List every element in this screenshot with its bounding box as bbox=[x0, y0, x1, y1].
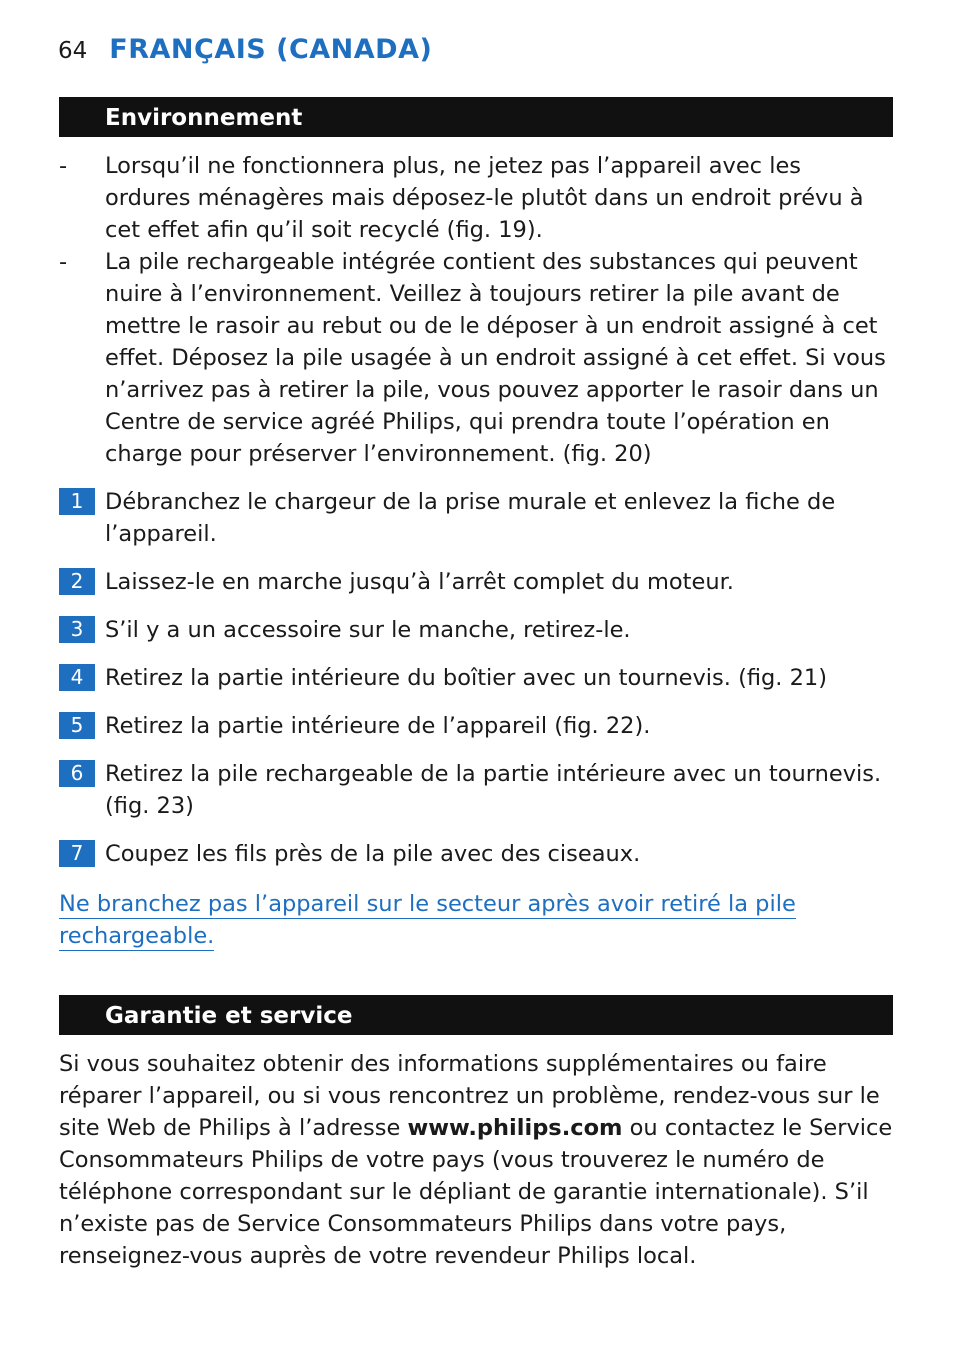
environment-bullet-list bbox=[59, 150, 889, 470]
warning-text: Ne branchez pas l’appareil sur le secteur après avoir retiré la pile rechargeable. bbox=[59, 891, 796, 949]
philips-website-link[interactable]: www.philips.com bbox=[407, 1115, 623, 1141]
section-heading-environment: Environnement bbox=[59, 97, 893, 137]
warranty-paragraph bbox=[59, 1048, 899, 1272]
step-item bbox=[59, 566, 889, 598]
bullet-dash: - bbox=[59, 153, 68, 179]
step-number-badge: 2 bbox=[59, 568, 95, 595]
page-header bbox=[58, 34, 432, 74]
section-heading-warranty: Garantie et service bbox=[59, 995, 893, 1035]
step-item bbox=[59, 838, 889, 870]
step-item bbox=[59, 662, 889, 694]
disposal-steps bbox=[59, 486, 889, 886]
step-number-badge: 5 bbox=[59, 712, 95, 739]
step-item bbox=[59, 486, 889, 550]
warranty-text-before: Si vous souhaitez obtenir des informations supplémentaires ou faire réparer l’appareil, ou si vous rencontrez un problème, rendez-vous sur le site Web de Philips à l’adresse bbox=[59, 1051, 880, 1141]
step-number-badge: 1 bbox=[59, 488, 95, 515]
step-text: Retirez la partie intérieure de l’appareil (fig. 22). bbox=[105, 713, 651, 739]
step-text: Coupez les fils près de la pile avec des ciseaux. bbox=[105, 841, 641, 867]
step-text: S’il y a un accessoire sur le manche, retirez-le. bbox=[105, 617, 631, 643]
bullet-text: Lorsqu’il ne fonctionnera plus, ne jetez pas l’appareil avec les ordures ménagères mais déposez-le plutôt dans un endroit prévu à cet effet afin qu’il soit recyclé (fig. 19). bbox=[105, 153, 864, 243]
step-text: Laissez-le en marche jusqu’à l’arrêt complet du moteur. bbox=[105, 569, 734, 595]
step-text: Débranchez le chargeur de la prise murale et enlevez la fiche de l’appareil. bbox=[105, 489, 836, 547]
bullet-text: La pile rechargeable intégrée contient des substances qui peuvent nuire à l’environnement. Veillez à toujours retirer la pile avant de mettre le rasoir au rebut ou de le déposer à un endroit assigné à cet effet. Déposez la pile usagée à un endroit assigné à cet effet. Si vous n’arrivez pas à retirer la pile, vous pouvez apporter le rasoir dans un Centre de service agréé Philips, qui prendra toute l’opération en charge pour préserver l’environnement. (fig. 20) bbox=[105, 249, 886, 467]
list-item bbox=[59, 150, 889, 246]
step-number-badge: 6 bbox=[59, 760, 95, 787]
bullet-dash: - bbox=[59, 249, 68, 275]
warranty-text-after: ou contactez le Service Consommateurs Philips de votre pays (vous trouverez le numéro de téléphone correspondant sur le dépliant de garantie internationale). S’il n’existe pas de Service Consommateurs Philips dans votre pays, renseignez-vous auprès de votre revendeur Philips local. bbox=[59, 1115, 893, 1269]
step-item bbox=[59, 614, 889, 646]
page-number: 64 bbox=[58, 38, 88, 64]
language-heading: FRANÇAIS (CANADA) bbox=[109, 34, 433, 65]
step-text: Retirez la partie intérieure du boîtier avec un tournevis. (fig. 21) bbox=[105, 665, 828, 691]
step-item bbox=[59, 710, 889, 742]
battery-warning bbox=[59, 888, 859, 952]
step-number-badge: 7 bbox=[59, 840, 95, 867]
list-item bbox=[59, 246, 889, 470]
step-number-badge: 3 bbox=[59, 616, 95, 643]
step-text: Retirez la pile rechargeable de la partie intérieure avec un tournevis. (fig. 23) bbox=[105, 761, 882, 819]
step-item bbox=[59, 758, 889, 822]
step-number-badge: 4 bbox=[59, 664, 95, 691]
